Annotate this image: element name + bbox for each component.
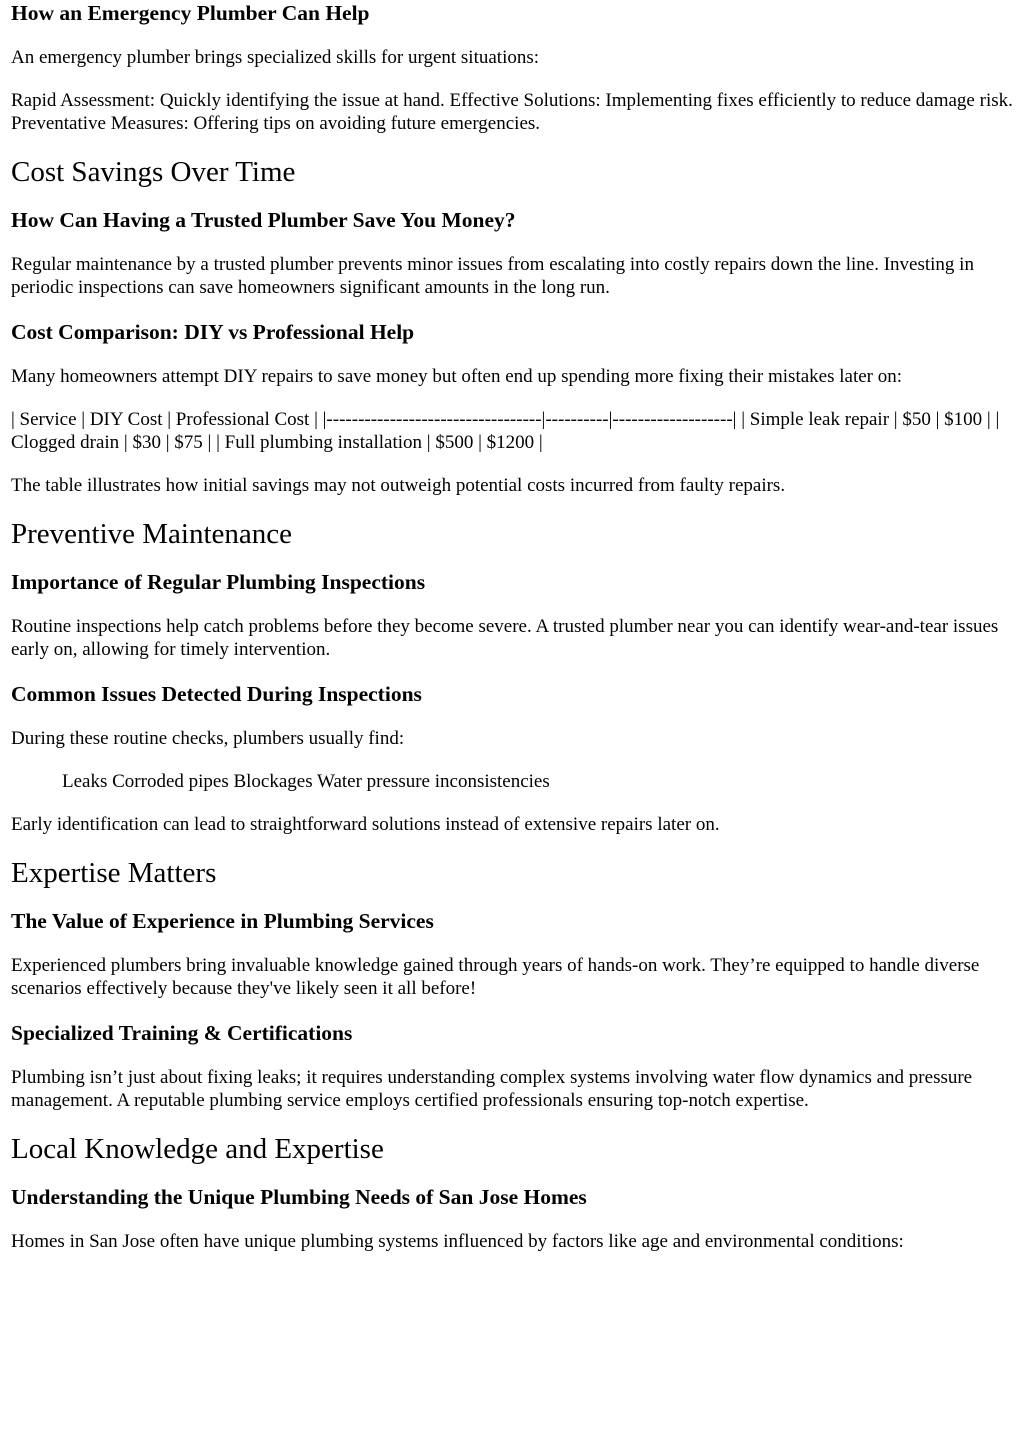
paragraph-cost-table-text: | Service | DIY Cost | Professional Cost | |----------------------------------|----------|-------------------| | Simple leak repair | $50 | $100 | | Clogged drain | $30 | $75 | | Full plumbing installation | $500 | $1200 | [11,409,1000,453]
paragraph-routine-checks: During these routine checks, plumbers usually find: [11,728,405,749]
issues-list: Leaks Corroded pipes Blockages Water pressure inconsistencies [62,771,550,792]
heading-cost-savings: Cost Savings Over Time [11,156,296,188]
paragraph-san-jose-homes: Homes in San Jose often have unique plumbing systems influenced by factors like age and environmental conditions: [11,1231,904,1252]
heading-training-certifications: Specialized Training & Certifications [11,1021,353,1045]
heading-local-knowledge: Local Knowledge and Expertise [11,1133,384,1165]
paragraph-diy-attempts: Many homeowners attempt DIY repairs to save money but often end up spending more fixing their mistakes later on: [11,366,903,387]
heading-value-of-experience: The Value of Experience in Plumbing Services [11,909,434,933]
heading-emergency-plumber-help: How an Emergency Plumber Can Help [11,1,370,25]
paragraph-early-identification: Early identification can lead to straightforward solutions instead of extensive repairs later on. [11,814,720,835]
paragraph-plumbing-complex-systems: Plumbing isn’t just about fixing leaks; it requires understanding complex systems involving water flow dynamics and pressure management. A reputable plumbing service employs certified professionals ensuring top-notch expertise. [11,1067,973,1111]
paragraph-routine-inspections: Routine inspections help catch problems before they become severe. A trusted plumber near you can identify wear-and-tear issues early on, allowing for timely intervention. [11,616,999,660]
heading-san-jose-needs: Understanding the Unique Plumbing Needs of San Jose Homes [11,1185,587,1209]
heading-preventive-maintenance: Preventive Maintenance [11,518,293,550]
heading-common-issues: Common Issues Detected During Inspections [11,682,422,706]
paragraph-experienced-plumbers: Experienced plumbers bring invaluable knowledge gained through years of hands-on work. They’re equipped to handle diverse scenarios effectively because they've likely seen it all before! [11,955,980,999]
heading-regular-inspections: Importance of Regular Plumbing Inspections [11,570,426,594]
paragraph-regular-maintenance: Regular maintenance by a trusted plumber prevents minor issues from escalating into costly repairs down the line. Investing in periodic inspections can save homeowners significant amounts in the long run. [11,254,974,298]
heading-cost-comparison: Cost Comparison: DIY vs Professional Help [11,320,415,344]
heading-expertise-matters: Expertise Matters [11,857,217,889]
heading-trusted-plumber-save-money: How Can Having a Trusted Plumber Save You Money? [11,208,516,232]
paragraph-emergency-skills: Rapid Assessment: Quickly identifying the issue at hand. Effective Solutions: Implementing fixes efficiently to reduce damage risk. Preventative Measures: Offering tips on avoiding future emergencies. [11,90,1013,134]
paragraph-table-illustrates: The table illustrates how initial savings may not outweigh potential costs incurred from faulty repairs. [11,475,786,496]
paragraph-emergency-intro: An emergency plumber brings specialized skills for urgent situations: [11,47,540,68]
